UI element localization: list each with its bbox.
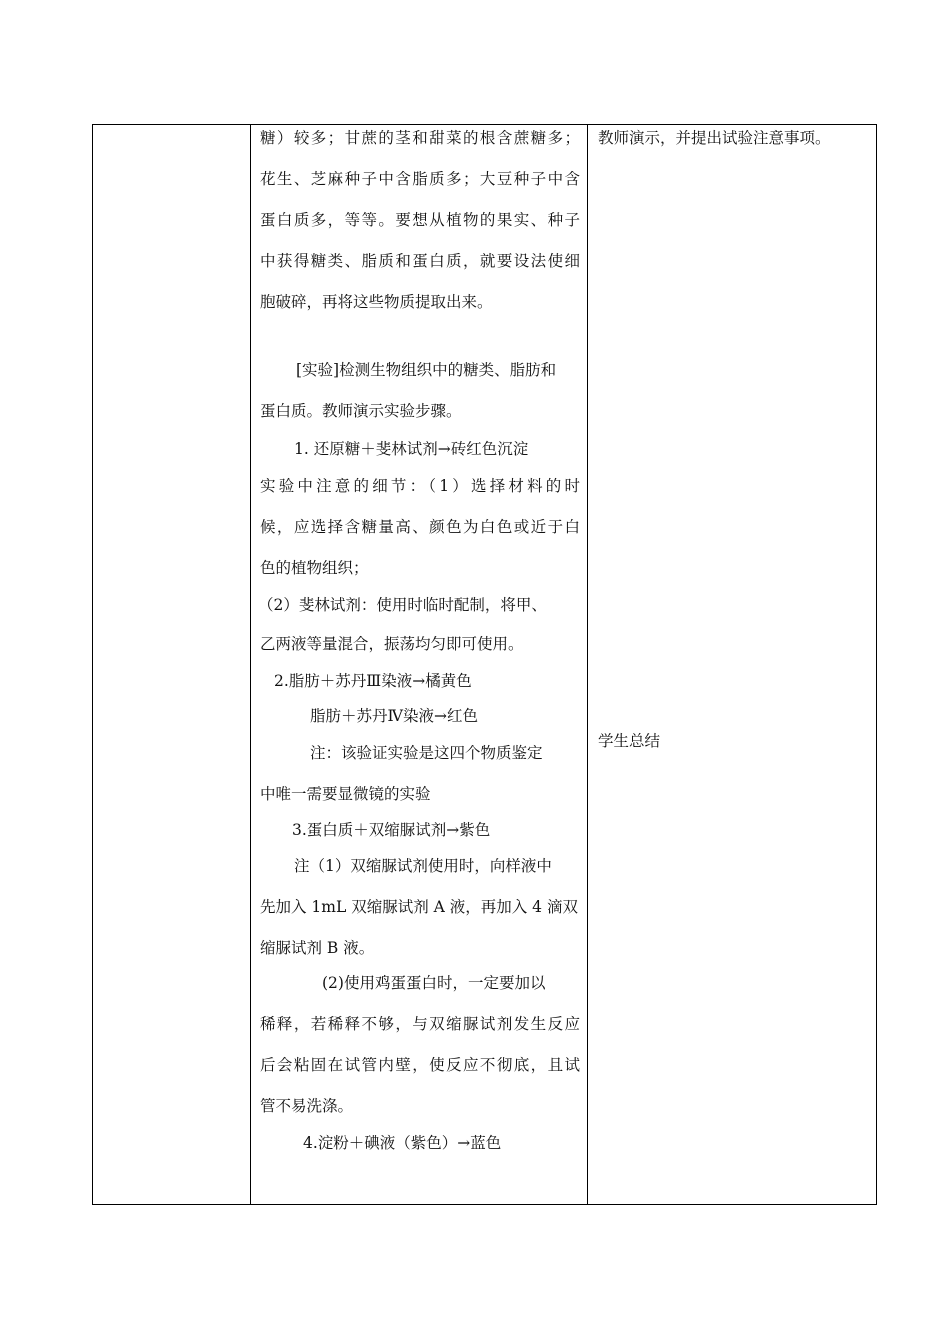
content-line: 注：该验证实验是这四个物质鉴定 (310, 744, 543, 762)
column-divider-left (250, 125, 251, 1204)
content-line: 先加入 1mL 双缩脲试剂 A 液，再加入 4 滴双 (260, 898, 578, 916)
column-divider-right (587, 125, 588, 1204)
content-line: 候，应选择含糖量高、颜色为白色或近于白 (260, 518, 580, 536)
step-fat: 2.脂肪＋苏丹Ⅲ染液→橘黄色 (274, 672, 472, 690)
content-line: 胞破碎，再将这些物质提取出来。 (260, 293, 493, 311)
content-line: 中唯一需要显微镜的实验 (260, 785, 431, 803)
content-line: 稀释，若稀释不够，与双缩脲试剂发生反应 (260, 1015, 580, 1033)
content-line: 蛋白质。教师演示实验步骤。 (260, 402, 462, 420)
step-starch: 4.淀粉＋碘液（紫色）→蓝色 (303, 1134, 502, 1152)
content-line: 中获得糖类、脂质和蛋白质，就要设法使细 (260, 252, 580, 270)
content-line: 实验中注意的细节：（1）选择材料的时 (260, 477, 580, 495)
content-line: 缩脲试剂 B 液。 (260, 939, 375, 957)
content-line: 花生、芝麻种子中含脂质多；大豆种子中含 (260, 170, 580, 188)
step-reducing-sugar: 1. 还原糖＋斐林试剂→砖红色沉淀 (294, 440, 529, 458)
content-line: (2)使用鸡蛋蛋白时，一定要加以 (322, 974, 546, 992)
step-protein: 3.蛋白质＋双缩脲试剂→紫色 (292, 821, 491, 839)
student-note: 学生总结 (598, 732, 661, 750)
content-line: 后会粘固在试管内壁，使反应不彻底，且试 (260, 1056, 580, 1074)
content-line: 蛋白质多，等等。要想从植物的果实、种子 (260, 211, 580, 229)
content-line: 糖）较多；甘蔗的茎和甜菜的根含蔗糖多； (260, 129, 580, 147)
content-line: 脂肪＋苏丹Ⅳ染液→红色 (310, 707, 478, 725)
content-line: （2）斐林试剂：使用时临时配制，将甲、 (258, 596, 547, 614)
content-line: 色的植物组织； (260, 559, 369, 577)
experiment-heading: [实验]检测生物组织中的糖类、脂肪和 (296, 361, 557, 379)
content-line: 管不易洗涤。 (260, 1097, 354, 1115)
content-line: 注（1）双缩脲试剂使用时，向样液中 (294, 857, 552, 875)
teacher-note: 教师演示，并提出试验注意事项。 (598, 129, 831, 147)
lesson-table (92, 124, 877, 1205)
content-line: 乙两液等量混合，振荡均匀即可使用。 (260, 635, 524, 653)
